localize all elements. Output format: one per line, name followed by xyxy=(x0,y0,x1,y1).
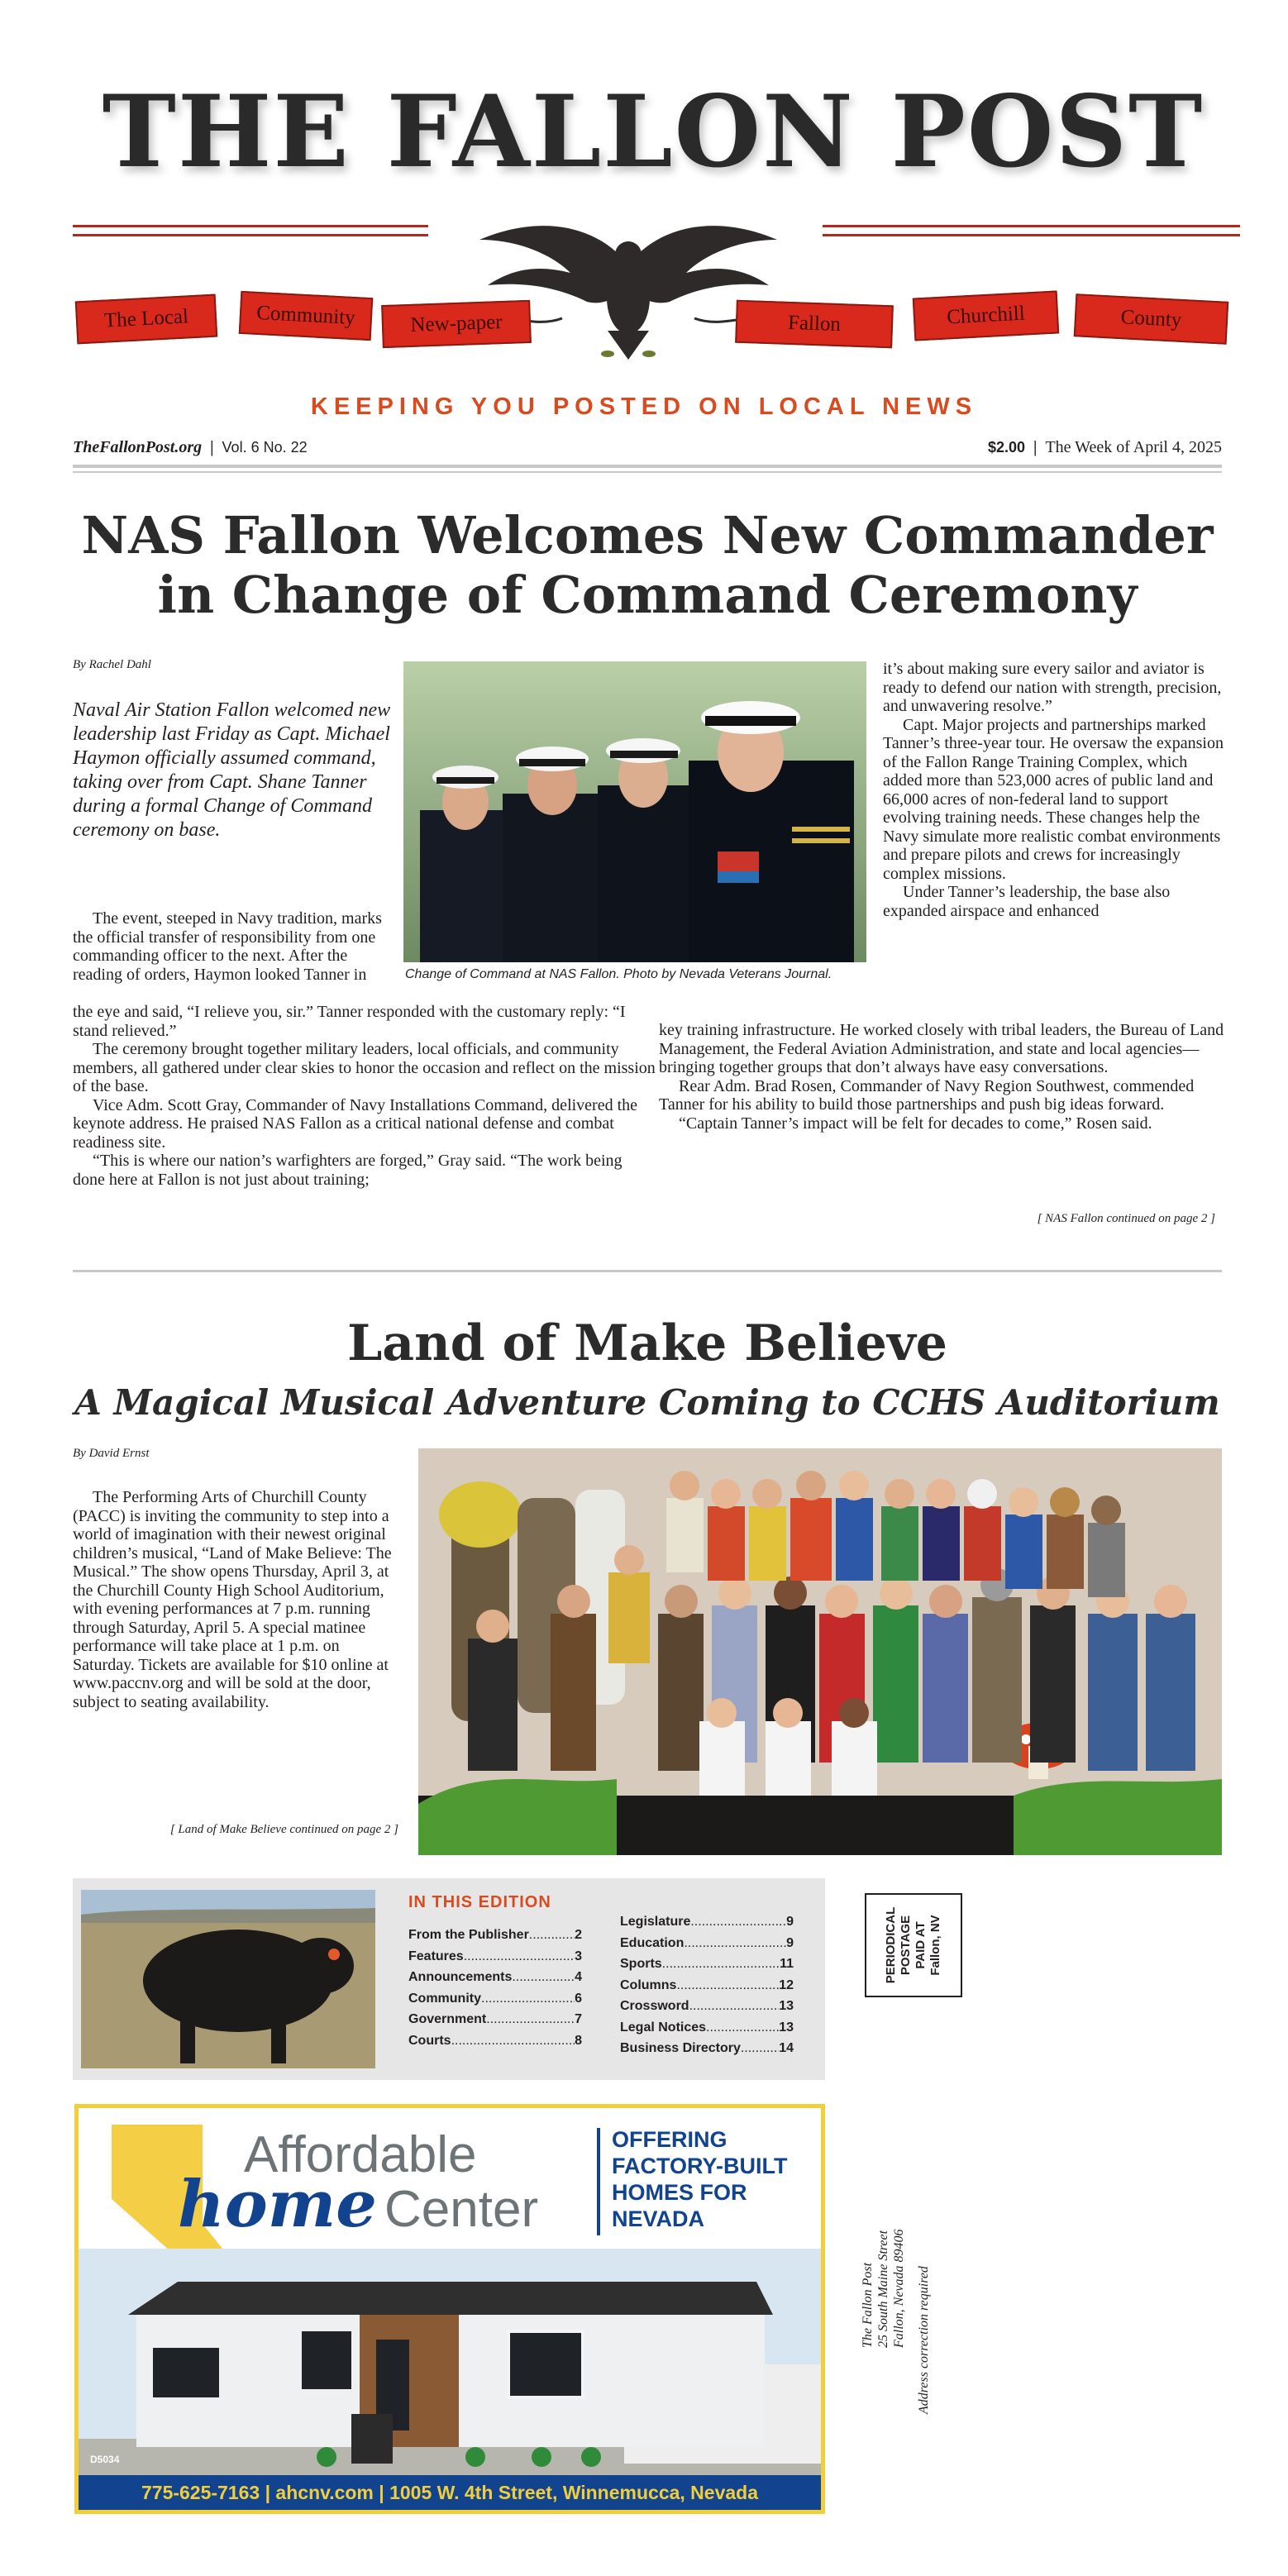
index-list-left xyxy=(408,1925,582,2051)
headline-line: NAS Fallon Welcomes New Commander xyxy=(81,505,1214,565)
banner-ribbon-4 xyxy=(735,300,894,349)
postage-line: PERIODICAL xyxy=(884,1906,898,1984)
banner-ribbon-2 xyxy=(239,291,374,341)
tagline: KEEPING YOU POSTED ON LOCAL NEWS xyxy=(310,394,978,420)
index-label: Business Directory xyxy=(620,2041,741,2055)
postage-line: Fallon, NV xyxy=(928,1915,942,1976)
article2-subhead: A Magical Musical Adventure Coming to CCHS Auditorium xyxy=(74,1382,1220,1423)
masthead-title: THE FALLON POST xyxy=(102,74,1205,190)
photo-caption: Change of Command at NAS Fallon. Photo by Nevada Veterans Journal. xyxy=(405,967,832,981)
leader-dots xyxy=(486,2009,575,2030)
paragraph: The Performing Arts of Churchill County (PACC) is inviting the community to step into a world of imagination with their newest original children’s musical, “Land of Make Believe: The Musical.” The show opens Thursday, April 3, at the Churchill County High School Auditorium, with evening performances at 7 p.m. running through Saturday, April 5. A special matinee performance will take place at 1 p.m. on Saturday. Tickets are available for $10 online at www.paccnv.org and will be sold at the door, subject to seating availability. xyxy=(73,1488,392,1711)
banner-text: Fallon xyxy=(787,311,842,336)
cow-image xyxy=(81,1890,375,2068)
cow-photo xyxy=(81,1890,375,2068)
masthead-rule-left xyxy=(73,225,428,236)
index-entry[interactable] xyxy=(620,2017,794,2039)
change-of-command-photo xyxy=(403,661,866,962)
separator: | xyxy=(206,438,218,456)
manufactured-home-image xyxy=(79,2249,821,2482)
index-page: 13 xyxy=(779,1999,794,2013)
leader-dots xyxy=(676,1975,779,1996)
leader-dots xyxy=(512,1967,575,1988)
article1-col1 xyxy=(73,909,397,984)
leader-dots xyxy=(464,1946,575,1968)
index-title: IN THIS EDITION xyxy=(408,1893,551,1911)
index-label: Sports xyxy=(620,1957,662,1971)
paragraph: Under Tanner’s leadership, the base also expanded airspace and enhanced xyxy=(883,883,1171,920)
ad-contact-bar[interactable]: 775-625-7163 | ahcnv.com | 1005 W. 4th Street, Winnemucca, Nevada xyxy=(79,2475,821,2510)
index-label: Legislature xyxy=(620,1915,691,1929)
banner-text: The Local xyxy=(103,305,189,332)
masthead-divider xyxy=(73,465,1222,468)
masthead-rule-right xyxy=(823,225,1240,236)
article2-byline: By David Ernst xyxy=(73,1447,150,1460)
ad-brand-bottom: Center xyxy=(384,2181,539,2238)
site-link[interactable]: TheFallonPost.org xyxy=(73,438,203,456)
paragraph: it’s about making sure every sailor and aviator is ready to defend our nation with strength, precision, and unwavering resolve.” xyxy=(883,660,1222,715)
section-divider xyxy=(73,1270,1222,1272)
ad-offer: OFFERING FACTORY-BUILT HOMES FOR NEVADA xyxy=(612,2127,788,2231)
article1-right-wide xyxy=(659,1021,1225,1133)
banner-ribbon-1 xyxy=(75,294,217,345)
paragraph: Capt. Major projects and partnerships marked Tanner’s three-year tour. He oversaw the expansion of the Fallon Range Training Complex, which added more than 523,000 acres of public land and 66,000 acres of non-federal land to support evolving training needs. These changes help the Navy simulate more realistic combat environments and prepare pilots and crews for increasingly complex missions. xyxy=(883,715,1224,883)
index-page: 9 xyxy=(786,1915,794,1929)
in-this-edition-box xyxy=(73,1878,825,2080)
volume-number: Vol. 6 No. 22 xyxy=(222,439,308,456)
index-entry[interactable] xyxy=(620,2038,794,2059)
leader-dots xyxy=(689,1996,780,2017)
index-entry[interactable] xyxy=(620,1996,794,2017)
index-list-right xyxy=(620,1911,794,2059)
index-page: 3 xyxy=(575,1949,582,1963)
separator: | xyxy=(1029,438,1042,456)
paragraph: The event, steeped in Navy tradition, marks the official transfer of responsibility from one commanding officer to the next. After the reading of orders, Haymon looked Tanner in xyxy=(73,909,382,984)
index-page: 8 xyxy=(575,2033,582,2048)
leader-dots xyxy=(451,2030,575,2052)
address-correction: Address correction required xyxy=(917,2266,931,2414)
ad-brand-script: home xyxy=(178,2167,377,2242)
index-page: 13 xyxy=(779,2020,794,2035)
index-page: 7 xyxy=(575,2012,582,2026)
leader-dots xyxy=(684,1933,786,1954)
eagle-emblem-icon xyxy=(430,207,827,372)
article1-col3 xyxy=(883,660,1225,920)
index-label: Announcements xyxy=(408,1970,513,1984)
postage-text xyxy=(884,1896,943,1995)
article1-lede: Naval Air Station Fallon welcomed new leadership last Friday as Capt. Michael Haymon officially assumed command, taking over from Capt. Shane Tanner during a formal Change of Command ceremony on base. xyxy=(73,699,391,841)
index-label: From the Publisher xyxy=(408,1928,529,1942)
index-page: 6 xyxy=(575,1991,582,2006)
sailors-saluting-image xyxy=(403,661,866,962)
article1-byline: By Rachel Dahl xyxy=(73,658,151,671)
banner-ribbon-5 xyxy=(913,290,1059,341)
issue-info-bar xyxy=(73,438,1222,461)
leader-dots xyxy=(706,2017,779,2039)
ad-divider xyxy=(597,2128,600,2235)
paragraph: the eye and said, “I relieve you, sir.” Tanner responded with the customary reply: “I stand relieved.” xyxy=(73,1003,626,1040)
leader-dots xyxy=(690,1911,786,1933)
leader-dots xyxy=(741,2038,779,2059)
banner-text: County xyxy=(1120,306,1182,332)
postage-line: PAID AT xyxy=(914,1921,928,1969)
mailing-address xyxy=(860,2229,907,2348)
index-label: Education xyxy=(620,1935,685,1950)
index-label: Courts xyxy=(408,2033,451,2048)
leader-dots xyxy=(529,1925,575,1946)
musical-cast-image xyxy=(418,1448,1222,1855)
masthead-divider-thin xyxy=(73,471,1222,473)
index-entry[interactable] xyxy=(408,1988,582,2010)
issue-date: The Week of April 4, 2025 xyxy=(1045,438,1222,456)
address-line: The Fallon Post xyxy=(861,2262,875,2348)
postage-indicia xyxy=(865,1893,962,1997)
index-page: 2 xyxy=(575,1928,582,1942)
article2-continued-link[interactable]: [ Land of Make Believe continued on page 2 ] xyxy=(169,1823,398,1836)
cast-group-photo xyxy=(418,1448,1222,1855)
index-label: Legal Notices xyxy=(620,2020,707,2035)
postage-line: POSTAGE xyxy=(899,1915,913,1976)
banner-ribbon-6 xyxy=(1074,293,1228,345)
index-entry[interactable] xyxy=(620,1911,794,1933)
paragraph: “Captain Tanner’s impact will be felt for decades to come,” Rosen said. xyxy=(679,1114,1152,1133)
article1-headline[interactable] xyxy=(73,506,1222,625)
ad-model-label: D5034 xyxy=(90,2454,120,2465)
index-entry[interactable] xyxy=(408,1925,582,1946)
index-label: Community xyxy=(408,1991,481,2006)
banner-text: Community xyxy=(255,301,356,330)
leader-dots xyxy=(481,1988,575,2010)
banner-text: New-paper xyxy=(410,311,503,336)
index-page: 14 xyxy=(779,2041,794,2055)
index-label: Crossword xyxy=(620,1999,689,2013)
article1-wide-column xyxy=(73,1003,656,1189)
index-entry[interactable] xyxy=(620,1953,794,1975)
index-page: 9 xyxy=(786,1935,794,1950)
index-label: Government xyxy=(408,2012,487,2026)
paragraph: key training infrastructure. He worked closely with tribal leaders, the Bureau of Land Management, the Federal Aviation Administration, and state and local agencies—bringing together groups that don’t always have easy conversations. xyxy=(659,1021,1224,1076)
index-entry[interactable] xyxy=(408,1946,582,1968)
address-line: Fallon, Nevada 89406 xyxy=(892,2229,906,2348)
index-page: 12 xyxy=(779,1977,794,1992)
banner-ribbon-3 xyxy=(381,300,532,348)
index-entry[interactable] xyxy=(408,2030,582,2052)
index-page: 4 xyxy=(575,1970,582,1984)
index-label: Columns xyxy=(620,1977,677,1992)
index-entry[interactable] xyxy=(408,1967,582,1988)
paragraph: The ceremony brought together military leaders, local officials, and community members, all gathered under clear skies to honor the occasion and reflect on the mission of the base. xyxy=(73,1040,656,1095)
article2-headline[interactable]: Land of Make Believe xyxy=(347,1314,947,1372)
article1-continued-link[interactable]: [ NAS Fallon continued on page 2 ] xyxy=(1037,1212,1215,1225)
index-entry[interactable] xyxy=(408,2009,582,2030)
price: $2.00 xyxy=(988,439,1026,456)
address-line: 25 South Maine Street xyxy=(876,2230,890,2348)
index-entry[interactable] xyxy=(620,1933,794,1954)
article2-body xyxy=(73,1488,403,1711)
paragraph: “This is where our nation’s warfighters are forged,” Gray said. “The work being done here at Fallon is not just about training; xyxy=(73,1152,623,1189)
paragraph: Vice Adm. Scott Gray, Commander of Navy Installations Command, delivered the keynote address. He praised NAS Fallon as a critical national defense and combat readiness site. xyxy=(73,1095,638,1152)
affordable-home-center-ad[interactable] xyxy=(74,2104,825,2514)
headline-line: in Change of Command Ceremony xyxy=(157,565,1138,625)
ad-brand-top: Affordable xyxy=(244,2126,477,2183)
paragraph: Rear Adm. Brad Rosen, Commander of Navy Region Southwest, commended Tanner for his ability to build those partnerships and push big ideas forward. xyxy=(659,1076,1195,1114)
banner-text: Churchill xyxy=(946,302,1026,329)
index-entry[interactable] xyxy=(620,1975,794,1996)
index-label: Features xyxy=(408,1949,464,1963)
leader-dots xyxy=(662,1953,780,1975)
index-page: 11 xyxy=(780,1957,794,1971)
